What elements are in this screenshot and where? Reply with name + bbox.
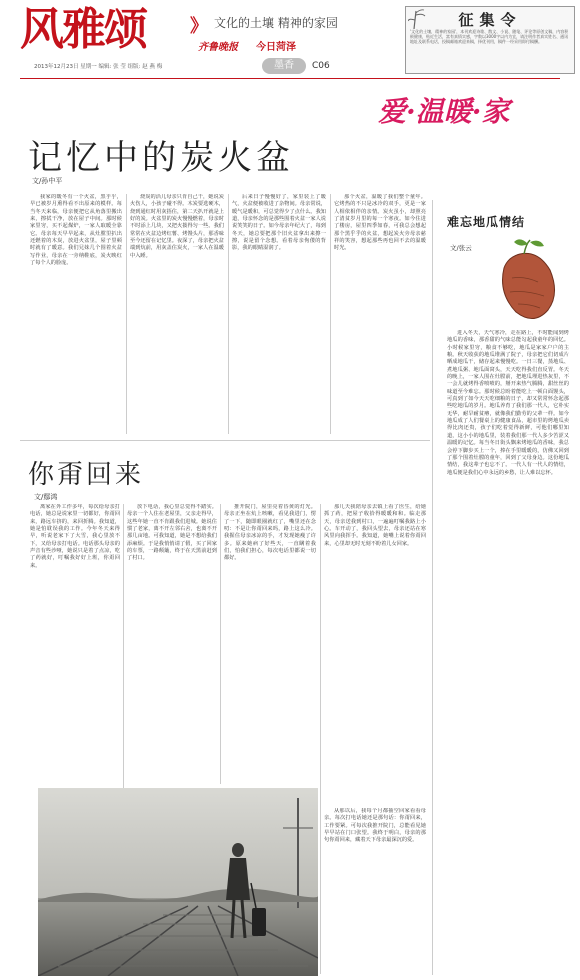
article1-column: 后来日子慢慢好了，家里装上了暖气，火盆便被收进了杂物间。母亲常说，暖气是暖和，可总觉得少了点什么。我知道，母亲怀念的是那些围着火盆一家人说说笑笑的日子。如今母亲年纪大了，每到冬天，她总要把那个旧火盆拿出来擦一擦，说是留个念想。看着母亲佝偻的背影，我的眼睛湿润了。 [232,194,326,252]
section-subtitle: 今日菏泽 [256,42,296,53]
call-for-papers-body: '文化的土壤，精神的家园'，本刊欢迎诗歌、散文、小说、随笔、评论等原创文稿，内容积极健康，贴近生活，富有真情实感，字数以3000字以内为宜，请注明作者真实姓名、通讯地址及联系电话，投稿邮箱欢迎来稿，择优刊用，稿件一经采用即付稿酬。 [410,29,569,45]
article1-column: 我家的暖冬有一个火盆，黑乎乎，早已被岁月熏得看不出原来的模样。每当冬天来临，母亲便把它从角落里搬出来，擦拭干净，放在屋子中间。那时候家里穷，买不起煤炉，一家人取暖全靠它。母亲每天早早起来，从灶膛里扒出还燃着的木炭，放进火盆里，屋子里顿时就有了暖意。我们兄妹几个围着火盆写作业，母亲在一旁纳鞋底，炭火映红了每个人的脸庞。 [30,194,122,267]
article3-column: 进入冬天，天气寒冷，走在路上，不时能闻到烤地瓜的香味，那香甜的气味总能勾起我童年的回忆。小时候家里穷，粮食不够吃，地瓜是家家户户的主粮。秋天收获的地瓜堆满了院子，母亲把它们切成片晒成地瓜干，储存起来慢慢吃。一日三餐，蒸地瓜、煮地瓜粥、地瓜面窝头，天天吃得我们直反胃。冬天的晚上，一家人围在灶膛前，把地瓜埋进热灰里，不一会儿就烤得香喷喷的，掰开来热气腾腾，甜丝丝的味道至今难忘。那时候总盼着能吃上一顿白面馒头，可真到了如今天天吃细粮的日子，却又常常怀念起那些吃地瓜的岁月。地瓜养育了我们那一代人，它朴实无华，耐旱耐贫瘠，就像我们勤劳的父辈一样。如今地瓜成了人们餐桌上的健康食品，超市里的烤地瓜卖得比肉还贵，孩子们吃着觉得新鲜，可他们哪里知道，这小小的地瓜里，装着我们那一代人多少苦涩又温暖的记忆。每当冬日街头飘来烤地瓜的香味，我总会停下脚步买上一个，捧在手里暖暖的，仿佛又回到了那个围着灶膛的童年，回到了父母身边。这份地瓜情结，我这辈子也忘不了。一代人有一代人的情结，地瓜便是我们心中永远的乡愁，让人难以忘怀。 [447,330,569,476]
slogan: 文化的土壤 精神的家园 [214,16,338,30]
logo-arrows: 》 [190,16,208,37]
article2-column: 放下电话，我心里总觉得不踏实。母亲一个人住在老屋里，父亲走得早，这些年她一直不肯跟我们进城。她说住惯了老家，离不开左邻右舍，也离不开那几亩地。可我知道，她是不想给我们添麻烦。于是我悄悄请了假，买了回家的车票，一路颠簸，终于在天黑前赶到了村口。 [127,504,217,562]
date-line: 2013年12月23日 星期一 编辑: 张 莹 组版: 赵 燕 梅 [34,64,163,70]
article1-title: 记忆中的炭火盆 [28,138,294,178]
column-rule [330,194,331,434]
masthead-divider [20,78,560,79]
article2-column: 离家在外工作多年，每次给母亲打电话，她总是说家里一切都好，你甭回来，路远车挤的，来回折腾。我知道，她是怕耽误我的工作。今年冬天来得早，听说老家下了大雪，我心里放不下，又给母亲打电话。电话那头母亲的声音有些沙哑，她说只是着了点凉，吃了药就好，叮嘱我好好上班，你甭回来。 [30,504,120,569]
article2-column: 推开院门，屋里亮着昏黄的灯光。母亲正坐在炕上咳嗽，看见我进门，愣了一下，随即眼圈就红了，嘴里还在念叨：不是让你甭回来吗，路上这么冷。我握住母亲冰凉的手，才发现她瘦了许多。原来她病了好些天，一直瞒着我们，怕我们担心，每次电话里都说一切都好。 [224,504,316,562]
call-for-papers-title: 征集令 [458,11,522,29]
article2-column: 那几天我陪母亲去镇上看了医生，给她抓了药，把屋子收拾得暖暖和和。临走那天，母亲送我到村口，一遍遍叮嘱我路上小心。车开动了，我回头望去，母亲还站在寒风里向我挥手。我知道，她嘴上说着你甭回来，心里却无时无刻不盼着儿女回家。 [324,504,426,547]
column-rule [220,504,221,784]
section-divider [20,440,430,441]
logo: 风雅颂 [20,4,146,55]
sweet-potato-illustration [490,238,566,328]
article2-title: 你甭回来 [28,460,145,490]
column-rule [320,504,321,974]
article1-column: 烧炭的活儿母亲只肯自己干，她说炭火伤人，小孩子碰不得。木炭要选硬木，烧到通红时用灰捂住，第二天扒开就是上好的炭。火盆里的炭火慢慢燃着，母亲时不时添上几块，又把火拨得匀一些。我们常常在火盆边烤红薯、烤馒头片，那香味至今还留在记忆里。夜深了，母亲把火盆端到炕前，用灰盖住炭火，一家人在温暖中入睡。 [130,194,224,259]
article3-title: 难忘地瓜情结 [447,215,526,229]
article1-column: 那个火盆，温暖了我们整个童年。它烤热的不只是冰冷的双手，更是一家人相依相伴的亲情。炭火虽小，却照亮了清贫岁月里的每一个寒夜。如今住进了楼房，屋里四季如春，可我总会想起那个黑乎乎的火盆，想起炭火旁母亲慈祥的笑容，想起那些再也回不去的温暖时光。 [334,194,426,252]
paper-name: 齐鲁晚报 [198,42,238,53]
article1-author: 文/孙中平 [32,177,63,185]
love-warmth-banner: 爱·温暖·家 [378,95,510,128]
sidebar-divider [432,200,433,975]
article2-author: 文/鄢鸿 [34,493,58,501]
call-for-papers-box [405,6,575,74]
bamboo-icon [408,9,428,29]
column-rule [228,194,229,434]
article3-author: 文/张云 [450,244,472,252]
section-badge: 墨香 [262,58,306,74]
column-rule [126,194,127,434]
woman-with-suitcase-photo [38,788,318,976]
article2-column: 从那以后，我每个月都抽空回家看看母亲。每次打电话她还是那句话：你甭回来，工作要紧。可每次我推开院门，总能看见她早早站在门口张望。我终于明白，母亲的那句你甭回来，藏着天下母亲最深沉的爱。 [324,808,426,844]
page-number: C06 [312,61,330,71]
